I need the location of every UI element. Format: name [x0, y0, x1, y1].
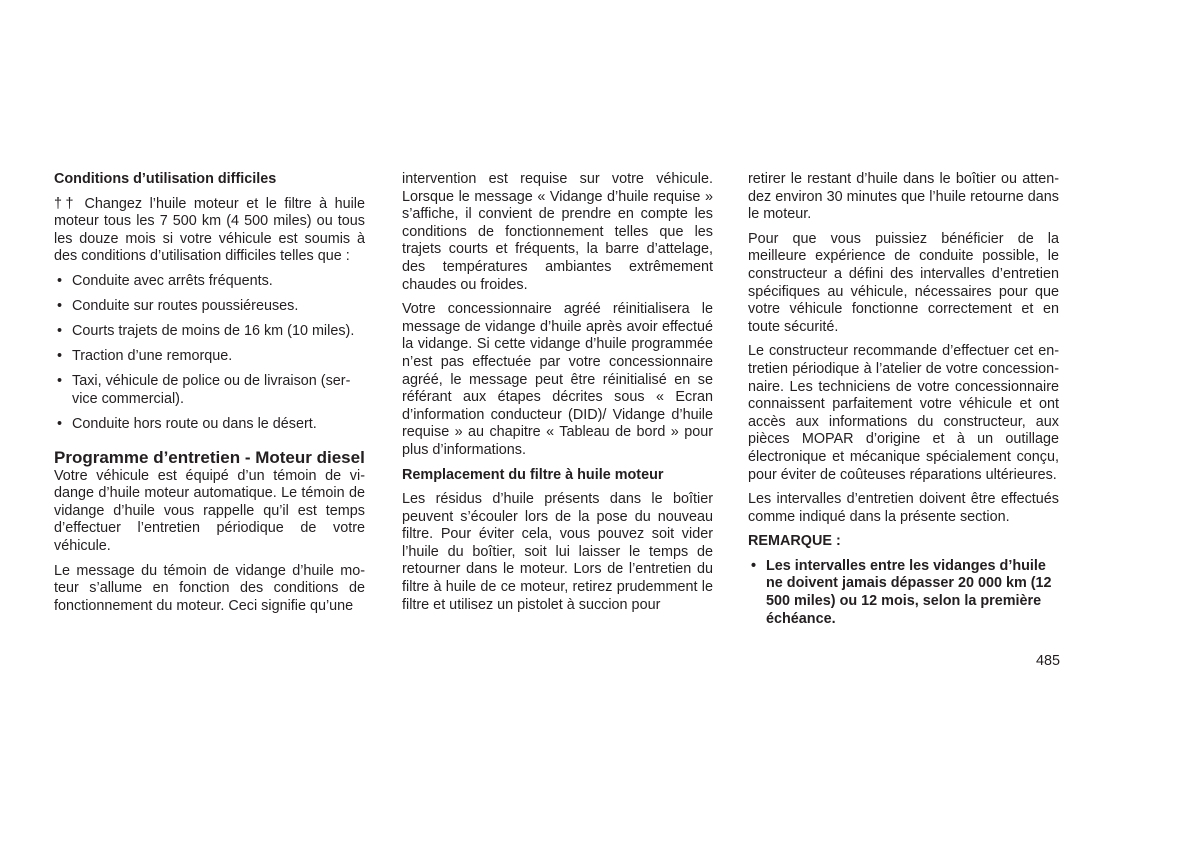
list-item-text: Courts trajets de moins de 16 km (10 miles). [72, 323, 355, 340]
remark-label: REMARQUE : [748, 533, 841, 550]
list-item [54, 416, 365, 434]
list-item-text: Conduite hors route ou dans le désert. [72, 416, 317, 433]
paragraph: intervention est requise sur votre véhicule. Lorsque le message « Vidange d’huile requise » s’affiche, il convient de prendre en compte les conditions de fonctionnement telles que les trajets courts et fréquents, la barre d’attelage, des températures ambiantes extrêmement chaudes ou froides. [402, 171, 713, 293]
paragraph: Le constructeur recommande d’effectuer cet entretien périodique à l’atelier de votre concessionnaire. Les techniciens de votre concessionnaire connaissent parfaitement votre véhicule et ont accès aux informations du constructeur, aux pièces MOPAR d’origine et à un outillage électronique et mécanique spécialement conçu, pour éviter de coûteuses réparations ultérieures. [748, 343, 1059, 483]
column-middle [402, 171, 713, 621]
intro-paragraph: †† Changez l’huile moteur et le filtre à huile moteur tous les 7 500 km (4 500 miles) ou tous les douze mois si votre véhicule est soumis à des conditions d’utilisation difficiles telles que : [54, 195, 365, 265]
difficult-conditions-list [54, 273, 365, 434]
bullet-marker: • [57, 323, 63, 340]
paragraph: Les intervalles d’entretien doivent être effectués comme indiqué dans la présente section. [748, 491, 1059, 525]
list-item-text: Taxi, véhicule de police ou de livraison (service commercial). [72, 373, 351, 407]
remark-list [748, 558, 1059, 628]
page-number: 485 [1035, 653, 1060, 669]
paragraph: Les résidus d’huile présents dans le boîtier peuvent s’écouler lors de la pose du nouveau filtre. Pour éviter cela, vous pouvez soit vider l’huile du boîtier, soit lui laisser le temps de retourner dans le moteur. Lors de l’entretien du filtre à huile de ce moteur, retirez prudemment le filtre et utilisez un pistolet à succion pour [402, 491, 713, 613]
list-item-text: Conduite avec arrêts fréquents. [72, 272, 273, 289]
bullet-marker: • [57, 298, 63, 315]
bullet-marker: • [57, 272, 63, 289]
paragraph: Votre concessionnaire agréé réinitialisera le message de vidange d’huile après avoir effectué la vidange. Si cette vidange d’huile programmée n’est pas effectuée par votre concessionnaire agréé, le message peut être réinitialisé en se référant aux étapes décrites sous « Ecran d’information conducteur (DID)/ Vidange d’huile requise » au chapitre « Tableau de bord » pour plus d’informations. [402, 301, 713, 458]
remark-item [748, 558, 1059, 628]
section-subheading: Remplacement du filtre à huile moteur [402, 466, 664, 483]
list-item [54, 273, 365, 291]
column-right [748, 171, 1059, 636]
paragraph: Votre véhicule est équipé d’un témoin de vidange d’huile moteur automatique. Le témoin de vidange d’huile vous rappelle qu’il est temps d’effectuer l’entretien périodique de votre véhicule. [54, 467, 365, 554]
list-item [54, 373, 365, 408]
list-item [54, 348, 365, 366]
bullet-marker: • [57, 416, 63, 433]
paragraph: retirer le restant d’huile dans le boîtier ou attendez environ 30 minutes que l’huile retourne dans le moteur. [748, 171, 1059, 223]
section-subheading: Conditions d’utilisation difficiles [54, 171, 277, 187]
paragraph: Pour que vous puissiez bénéficier de la meilleure expérience de conduite possible, le constructeur a défini des intervalles d’entretien spécifiques au véhicule, nécessaires pour que votre véhicule fonctionne correctement et en toute sécurité. [748, 230, 1059, 335]
list-item [54, 298, 365, 316]
bullet-marker: • [751, 557, 757, 574]
list-item-text: Traction d’une remorque. [72, 348, 233, 365]
section-heading: Programme d’entretien - Moteur diesel [54, 447, 365, 467]
bullet-marker: • [57, 373, 63, 390]
paragraph: Le message du témoin de vidange d’huile moteur s’allume en fonction des conditions de fonctionnement du moteur. Ceci signifie qu’une [54, 562, 365, 614]
bullet-marker: • [57, 348, 63, 365]
list-item [54, 323, 365, 341]
remark-item-text: Les intervalles entre les vidanges d’huile ne doivent jamais dépasser 20 000 km (12 500 miles) ou 12 mois, selon la première échéance. [766, 557, 1052, 627]
list-item-text: Conduite sur routes poussiéreuses. [72, 298, 299, 315]
column-left [54, 171, 365, 622]
